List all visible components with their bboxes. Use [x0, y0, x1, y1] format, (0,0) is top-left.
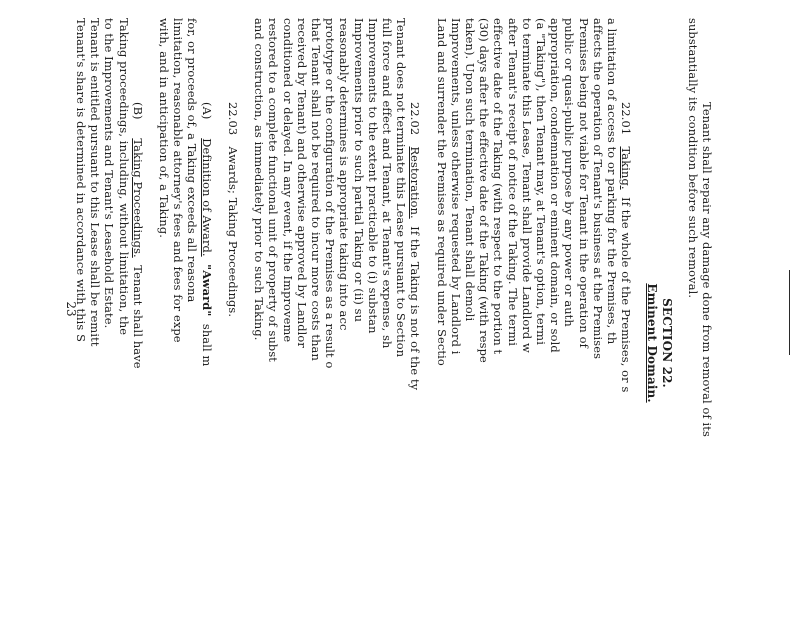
s2201-line: to terminate this Lease, Tenant shall provide Landlord w: [519, 18, 534, 353]
sA-body: [157, 18, 200, 618]
sB-body: [74, 18, 131, 618]
s2202-line: restored to a complete functional unit of property of subst: [266, 18, 281, 363]
sB-lead: Tenant shall have: [130, 265, 145, 369]
s2202-line: Improvements prior to such partial Taking or (ii) su: [351, 18, 366, 323]
sB-label: (B): [130, 102, 145, 120]
sA-label: (A): [199, 102, 214, 120]
s2201-lead: If the whole of the Premises, or s: [619, 197, 634, 393]
s2201-line: a limitation of access to or parking for the Premises, th: [604, 18, 619, 345]
s2201-line: effective date of the Taking (with respect to the portion t: [491, 18, 506, 355]
sA-line: limitation, reasonable attorney's fees and fees for expe: [171, 18, 186, 343]
s2202-line: Tenant does not terminate this Lease pursuant to Section: [394, 18, 409, 358]
s2201-line: Improvements, unless otherwise requested by Landlord i: [448, 18, 463, 355]
s2201-line: (a "Taking"), then Tenant may, at Tenant's option, termi: [533, 18, 548, 345]
s2202-line: prototype or the configuration of the Premises as a result o: [323, 18, 338, 369]
s2202-number: 22.02: [408, 102, 423, 136]
sA-heading: Definition of Award.: [199, 138, 214, 257]
sA-lead: shall m: [199, 323, 214, 367]
s2203-number: 22.03: [225, 102, 240, 136]
s2201-body: [434, 18, 619, 618]
sA-first-line: [200, 102, 214, 618]
sA-defined-term: "Award": [199, 264, 214, 317]
s2202-body: [252, 18, 408, 618]
section-title: SECTION 22.: [659, 298, 674, 388]
sB-heading: Taking Proceedings.: [130, 138, 145, 258]
sB-line: Taking proceedings, including, without limitation, the: [116, 18, 131, 336]
s2203-heading-line: [226, 18, 240, 618]
sB-line: Tenant's share is determined in accordance with this S: [74, 18, 89, 343]
s2201-line: (30) days after the effective date of the Taking (with respe: [477, 18, 492, 363]
s2201-line: appropriation, condemnation or eminent domain, or sold: [548, 18, 563, 353]
s2202-line: received by Tenant) and otherwise approved by Landlor: [294, 18, 309, 348]
s2202-lead: If the Taking is not of the ty: [408, 226, 423, 391]
intro-line-1: Tenant shall repair any damage done from removal of its: [700, 102, 714, 437]
sA-line: with, and in anticipation of, a Taking.: [157, 18, 172, 238]
s2201-number: 22.01: [619, 102, 634, 136]
page-number: 23: [64, 301, 78, 317]
s2202-line: conditioned or delayed. In any event, if the Improveme: [280, 18, 295, 343]
sA-line: for, or proceeds of, a Taking exceeds all reasona: [185, 18, 200, 303]
section-subtitle: Eminent Domain.: [645, 283, 660, 403]
s2201-line: public or quasi-public purpose by any power or auth: [562, 18, 577, 327]
sB-first-line: [131, 102, 145, 618]
s2201-line: affects the operation of Tenant's business at the Premises: [590, 18, 605, 360]
s2201-heading: Taking.: [619, 146, 634, 190]
s2202-heading: Restoration.: [408, 146, 423, 219]
s2202-line: full force and effect and Tenant, at Tenant's expense, sh: [379, 18, 394, 349]
s2201-line: Premises being not viable for Tenant in the operation of: [576, 18, 591, 348]
s2203-heading: Awards; Taking Proceedings.: [225, 146, 240, 318]
s2202-first-line: [408, 18, 422, 618]
s2202-line: reasonably determines is appropriate taking into acc: [337, 18, 352, 331]
top-rule: [789, 270, 790, 355]
s2202-line: that Tenant shall not be required to incur more costs than: [308, 18, 323, 361]
s2202-line: and construction, as immediately prior to such Taking.: [252, 18, 267, 341]
sB-line: to the Improvements and Tenant's Leasehold Estate.: [102, 18, 117, 329]
s2201-line: Land and surrender the Premises as required under Sectio: [434, 18, 449, 366]
s2202-line: Improvements to the extent practicable to (i) substan: [365, 18, 380, 334]
s2201-first-line: [619, 18, 633, 618]
intro-line-2: substantially its condition before such removal.: [685, 18, 700, 299]
sB-line: Tenant is entitled pursuant to this Lease shall be remitt: [88, 18, 103, 347]
document-body: [74, 18, 714, 618]
s2201-line: after Tenant's receipt of notice of the Taking. The termi: [505, 18, 520, 347]
s2201-line: taken). Upon such termination, Tenant shall demoli: [462, 18, 477, 322]
